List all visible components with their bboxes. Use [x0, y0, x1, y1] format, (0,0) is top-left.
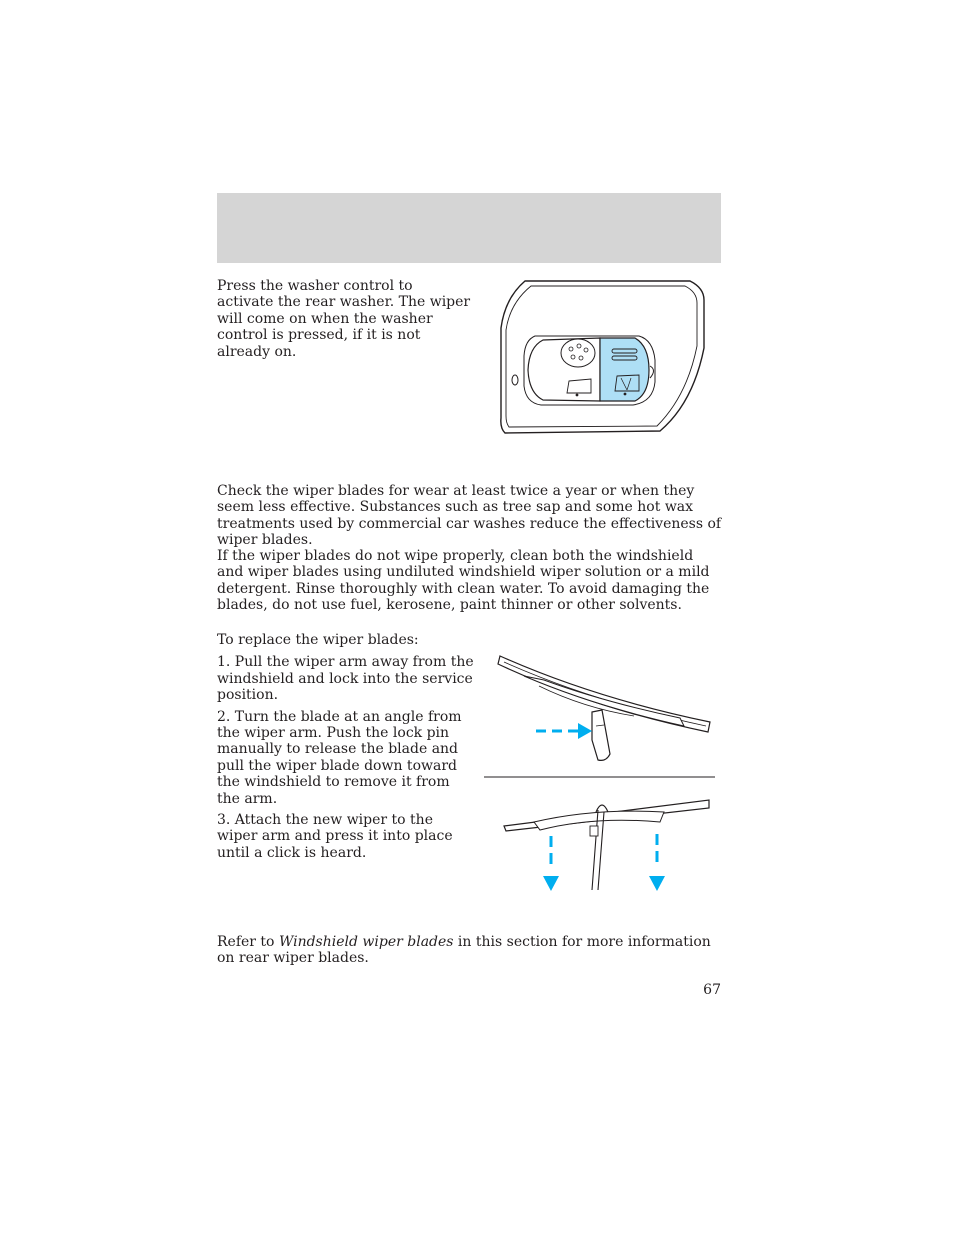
washer-paragraph: Press the washer control to activate the rear washer. The wiper will come on when the washer control is pressed, if it is not already on. — [217, 278, 471, 360]
washer-control-illustration — [495, 278, 710, 440]
refer-prefix: Refer to — [217, 934, 279, 950]
section-header-band — [217, 193, 721, 263]
arrow-right-icon — [536, 723, 592, 739]
replace-intro: To replace the wiper blades: — [217, 632, 419, 648]
wiper-check-paragraph: Check the wiper blades for wear at least twice a year or when they seem less effective. Substances such as tree sap and some hot wax treatments used by commercial car washes reduce the effectiveness of wiper blades. — [217, 483, 722, 549]
step-1: 1. Pull the wiper arm away from the windshield and lock into the service position. — [217, 654, 474, 704]
wiper-blade-removal-illustration — [484, 650, 720, 895]
arrow-down-icon — [649, 834, 665, 891]
step-2: 2. Turn the blade at an angle from the wiper arm. Push the lock pin manually to release the blade and pull the wiper blade down toward the windshield to remove it from the arm. — [217, 708, 462, 807]
refer-paragraph — [217, 934, 723, 967]
refer-suffix: in this section for more information on rear wiper blades. — [217, 934, 711, 967]
step-3: 3. Attach the new wiper to the wiper arm and press it into place until a click is heard. — [217, 812, 453, 861]
arrow-down-icon — [543, 836, 559, 891]
page-number: 67 — [703, 982, 721, 998]
wiper-clean-paragraph: If the wiper blades do not wipe properly, clean both the windshield and wiper blades using undiluted windshield wiper solution or a mild detergent. Rinse thoroughly with clean water. To avoid damaging the blades, do not use fuel, kerosene, paint thinner or other solvents. — [217, 548, 710, 614]
replace-steps — [217, 632, 475, 866]
refer-link-text: Windshield wiper blades — [278, 934, 454, 950]
